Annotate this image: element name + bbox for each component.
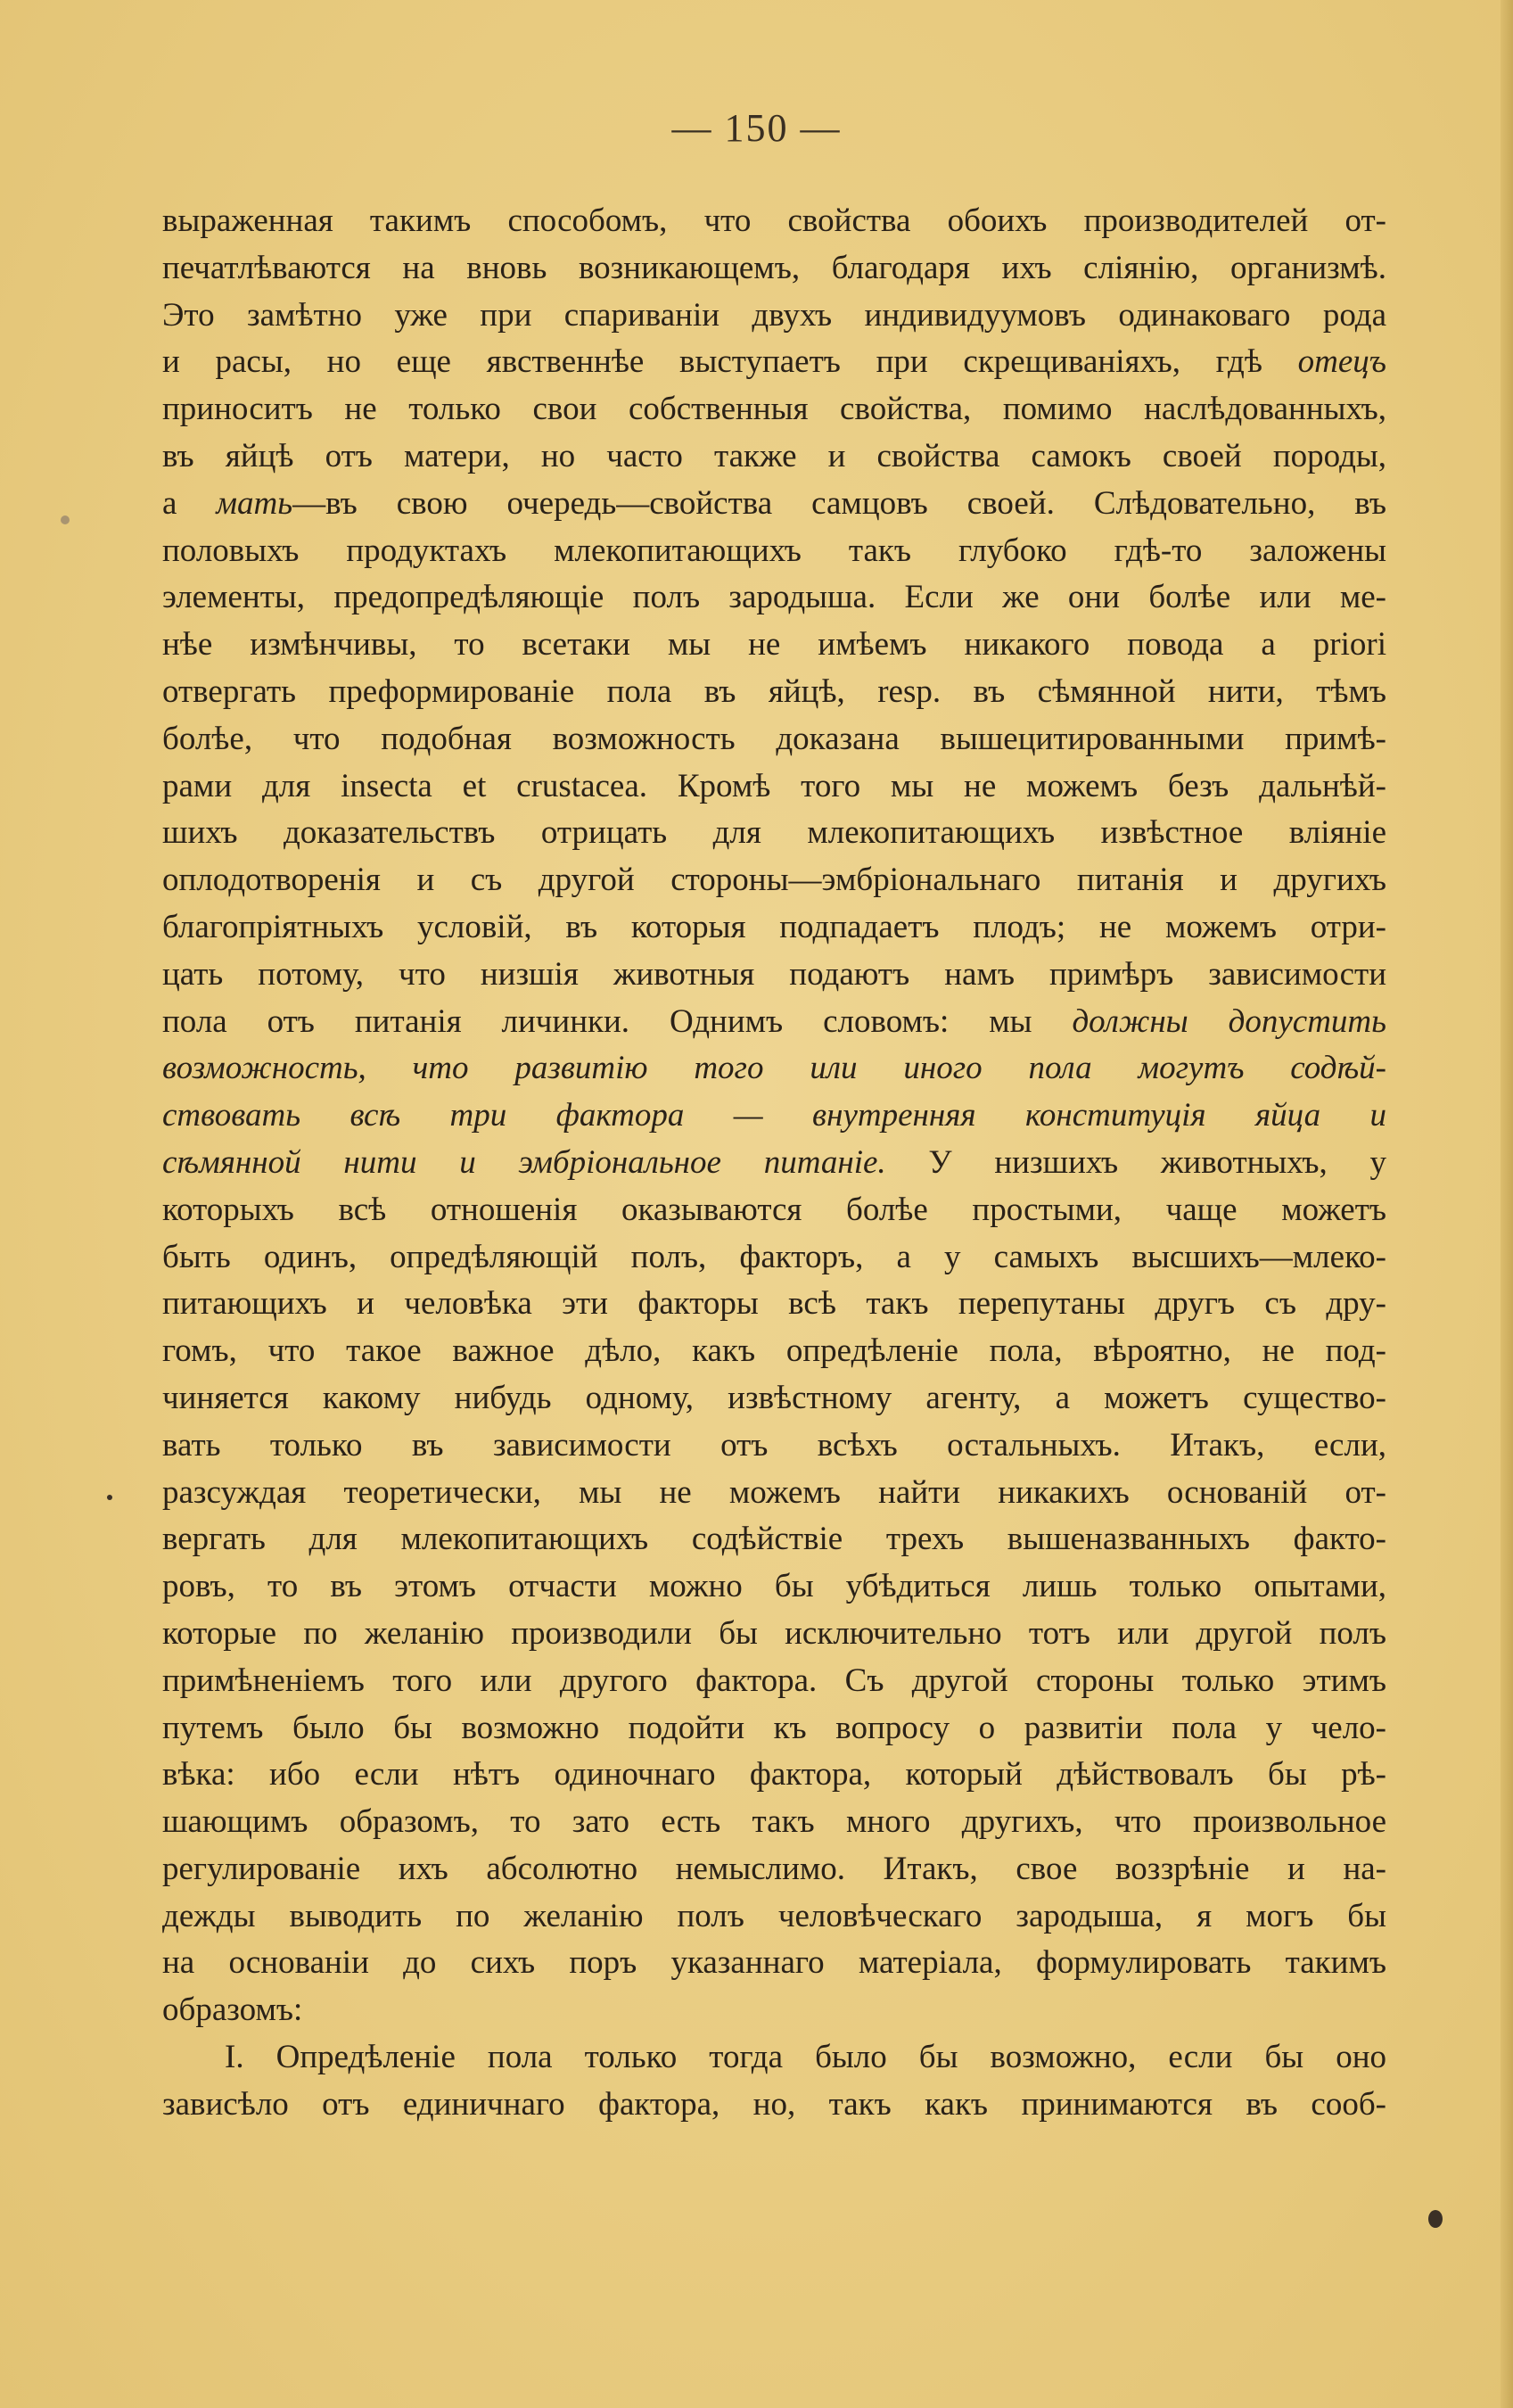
text-segment: половыхъ продуктахъ млекопитающихъ такъ глубоко гдѣ-то заложены	[162, 532, 1386, 569]
ink-dot	[107, 1495, 112, 1500]
text-line	[162, 1705, 1386, 1752]
text-line	[162, 1470, 1386, 1517]
text-segment: на основанiи до сихъ поръ указаннаго матерiала, формулировать такимъ	[162, 1944, 1386, 1982]
text-line	[162, 1423, 1386, 1470]
ink-blot	[1428, 2210, 1443, 2228]
text-segment: въ яйцѣ отъ матери, но часто также и свойства самокъ своей породы,	[162, 437, 1386, 474]
text-line	[162, 716, 1386, 763]
text-segment: зависѣло отъ единичнаго фактора, но, такъ какъ принимаются въ сооб-	[162, 2085, 1386, 2123]
text-line	[162, 1799, 1386, 1846]
text-segment: рами для insecta et crustacea. Кромѣ того мы не можемъ безъ дальнѣй-	[162, 767, 1386, 804]
text-line	[162, 1987, 1386, 2034]
text-line	[162, 2082, 1386, 2129]
text-line	[162, 339, 1386, 386]
text-segment: Это замѣтно уже при спариванiи двухъ индивидуумовъ одинаковаго рода	[162, 296, 1386, 334]
text-line	[162, 2034, 1386, 2082]
text-segment: пола отъ питанiя личинки. Однимъ словомъ: мы	[162, 1002, 1073, 1040]
text-segment: питающихъ и человѣка эти факторы всѣ такъ перепутаны другъ съ дру-	[162, 1285, 1386, 1323]
text-line	[162, 1940, 1386, 1987]
text-segment: нѣе измѣнчивы, то всетаки мы не имѣемъ никакого повода a priori	[162, 626, 1386, 664]
text-line	[162, 952, 1386, 999]
text-segment: болѣе, что подобная возможность доказана вышецитированными примѣ-	[162, 720, 1386, 757]
text-segment: путемъ было бы возможно подойти къ вопросу о развитiи пола у чело-	[162, 1709, 1386, 1746]
text-segment: вѣка: ибо если нѣтъ одиночнаго фактора, который дѣйствовалъ бы рѣ-	[162, 1756, 1386, 1794]
text-segment: ровъ, то въ этомъ отчасти можно бы убѣдиться лишь только опытами,	[162, 1568, 1386, 1605]
text-segment: печатлѣваются на вновь возникающемъ, благодаря ихъ слiянiю, организмѣ.	[162, 249, 1386, 286]
text-line	[162, 198, 1386, 245]
text-line	[162, 1281, 1386, 1328]
text-segment: образомъ:	[162, 1992, 303, 2029]
text-line	[162, 1045, 1386, 1093]
text-segment: оплодотворенiя и съ другой стороны—эмбрiональнаго питанiя и другихъ	[162, 862, 1386, 899]
text-line	[162, 999, 1386, 1046]
text-segment: чиняется какому нибудь одному, извѣстному агенту, а можетъ существо-	[162, 1379, 1386, 1416]
italic-text: должны допустить	[1072, 1002, 1386, 1040]
text-segment: вать только въ зависимости отъ всѣхъ остальныхъ. Итакъ, если,	[162, 1426, 1386, 1464]
text-segment: —въ свою очередь—свойства самцовъ своей. Слѣдовательно, въ	[292, 484, 1386, 522]
page-number: — 150 —	[671, 106, 842, 150]
italic-text: сѣмянной нити и эмбрiональное питанiе.	[162, 1143, 886, 1181]
text-line	[162, 1375, 1386, 1423]
text-line	[162, 1187, 1386, 1234]
text-segment: а	[162, 484, 217, 522]
text-line	[162, 904, 1386, 952]
text-segment: У низшихъ животныхъ, у	[885, 1143, 1386, 1181]
text-line	[162, 669, 1386, 716]
text-line	[162, 574, 1386, 622]
text-segment: цать потому, что низшiя животныя подаютъ намъ примѣръ зависимости	[162, 955, 1386, 993]
text-segment: элементы, предопредѣляющiе полъ зародыша. Если же они болѣе или ме-	[162, 579, 1386, 616]
text-segment: вергать для млекопитающихъ содѣйствiе трехъ вышеназванныхъ факто-	[162, 1521, 1386, 1558]
text-segment: разсуждая теоретически, мы не можемъ найти никакихъ основанiй от-	[162, 1473, 1386, 1511]
text-line	[162, 1563, 1386, 1611]
text-segment: регулированiе ихъ абсолютно немыслимо. Итакъ, свое воззрѣнiе и на-	[162, 1850, 1386, 1887]
text-line	[162, 1611, 1386, 1658]
text-segment: и расы, но еще явственнѣе выступаетъ при скрещиванiяхъ, гдѣ	[162, 343, 1298, 381]
text-segment: которыхъ всѣ отношенiя оказываются болѣе простыми, чаще можетъ	[162, 1191, 1386, 1228]
text-segment: шающимъ образомъ, то зато есть такъ много другихъ, что произвольное	[162, 1803, 1386, 1841]
text-line	[162, 857, 1386, 904]
text-segment: благопрiятныхъ условiй, въ которыя подпадаетъ плодъ; не можемъ отри-	[162, 908, 1386, 945]
text-segment: приноситъ не только свои собственныя свойства, помимо наслѣдованныхъ,	[162, 391, 1386, 428]
text-line	[162, 293, 1386, 340]
italic-text: возможность, что развитiю того или иного пола могутъ содѣй-	[162, 1050, 1386, 1087]
text-segment: быть одинъ, опредѣляющiй полъ, факторъ, а у самыхъ высшихъ—млеко-	[162, 1238, 1386, 1275]
text-line	[162, 386, 1386, 433]
italic-text: ствовать всѣ три фактора — внутренняя конституцiя яйца и	[162, 1097, 1386, 1134]
text-segment: I. Опредѣленiе пола только тогда было бы возможно, если бы оно	[225, 2039, 1386, 2076]
text-segment: дежды выводить по желанiю полъ человѣческаго зародыша, я могъ бы	[162, 1897, 1386, 1934]
text-segment: гомъ, что такое важное дѣло, какъ опредѣленiе пола, вѣроятно, не под-	[162, 1332, 1386, 1370]
text-segment: которые по желанiю производили бы исключительно тотъ или другой полъ	[162, 1614, 1386, 1652]
text-segment: шихъ доказательствъ отрицать для млекопитающихъ извѣстное влiянiе	[162, 814, 1386, 852]
text-line	[162, 622, 1386, 669]
text-line	[162, 1234, 1386, 1282]
italic-text: отецъ	[1297, 343, 1386, 381]
text-segment: отвергать преформированiе пола въ яйцѣ, resp. въ сѣмянной нити, тѣмъ	[162, 672, 1386, 710]
text-line	[162, 245, 1386, 293]
text-line	[162, 1093, 1386, 1140]
text-line	[162, 1328, 1386, 1375]
text-line	[162, 528, 1386, 575]
body-text	[162, 198, 1386, 2129]
text-line	[162, 1846, 1386, 1893]
text-line	[162, 1516, 1386, 1563]
italic-text: мать	[216, 484, 293, 522]
text-line	[162, 1752, 1386, 1799]
text-line	[162, 481, 1386, 528]
text-segment: выраженная такимъ способомъ, что свойства обоихъ производителей от-	[162, 202, 1386, 239]
text-line	[162, 1140, 1386, 1187]
text-line	[162, 1893, 1386, 1941]
text-line	[162, 763, 1386, 811]
text-line	[162, 433, 1386, 481]
page-edge	[1501, 0, 1513, 2408]
text-segment: примѣненiемъ того или другого фактора. Съ другой стороны только этимъ	[162, 1662, 1386, 1699]
text-line	[162, 1658, 1386, 1705]
text-line	[162, 810, 1386, 857]
paper-stain	[61, 515, 70, 524]
